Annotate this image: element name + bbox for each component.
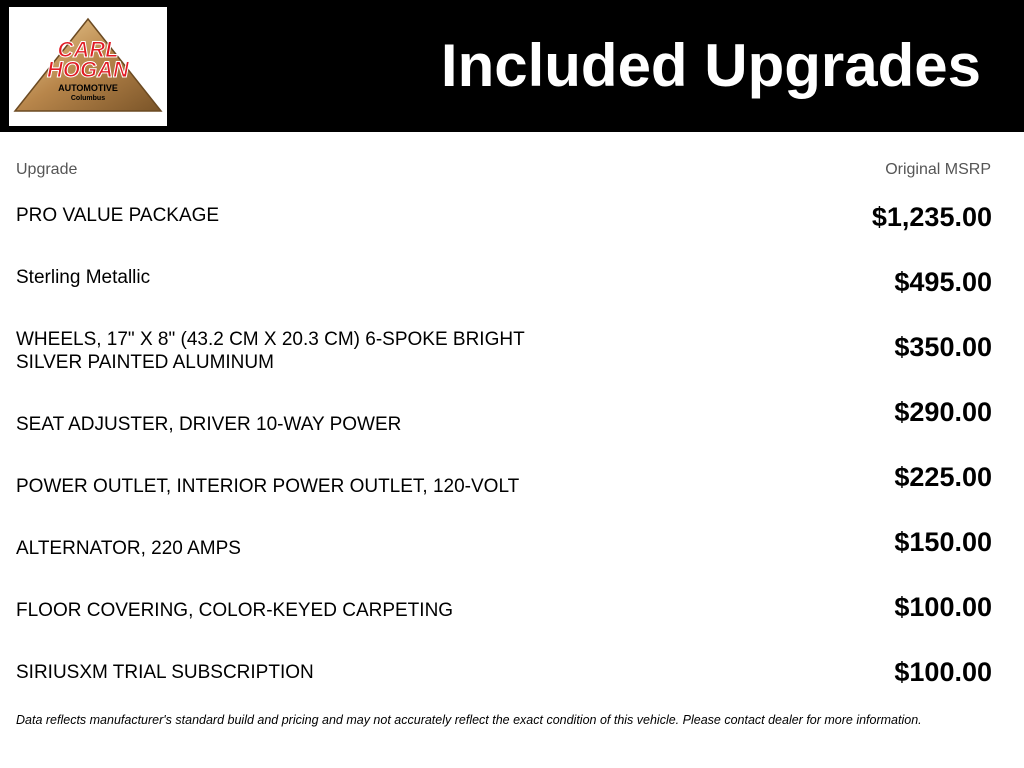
upgrade-name: POWER OUTLET, INTERIOR POWER OUTLET, 120-VOLT [16,476,520,497]
column-header-msrp: Original MSRP [885,161,991,178]
upgrade-name: Sterling Metallic [16,267,151,288]
upgrade-name: SEAT ADJUSTER, DRIVER 10-WAY POWER [16,414,402,435]
upgrade-price: $1,235.00 [871,202,992,232]
logo-line3: AUTOMOTIVE [58,83,118,93]
upgrade-name: ALTERNATOR, 220 AMPS [16,538,241,559]
logo-image [9,7,167,126]
column-header-upgrade: Upgrade [16,161,78,178]
upgrade-price: $350.00 [894,332,992,362]
logo-line1: CARL [57,37,119,62]
upgrade-price: $495.00 [894,267,992,297]
upgrade-price: $100.00 [894,657,992,687]
upgrade-name: FLOOR COVERING, COLOR-KEYED CARPETING [16,600,454,621]
logo-line2: HOGAN [47,57,129,82]
upgrade-name: PRO VALUE PACKAGE [16,205,220,226]
header-bar [0,0,1024,132]
page-title: Included Upgrades [440,32,981,99]
upgrade-price: $100.00 [894,592,992,622]
disclaimer-footnote: Data reflects manufacturer's standard build and pricing and may not accurately reflect the exact condition of this vehicle. Please contact dealer for more information. [16,713,922,727]
logo-line4: Columbus [70,95,106,102]
upgrade-price: $290.00 [894,397,992,427]
upgrade-name: SIRIUSXM TRIAL SUBSCRIPTION [16,662,314,683]
dealer-logo [9,7,167,126]
upgrade-price: $225.00 [894,462,992,492]
upgrade-name: WHEELS, 17" X 8" (43.2 CM X 20.3 CM) 6-SPOKE BRIGHT SILVER PAINTED ALUMINUM [16,329,525,373]
upgrade-price: $150.00 [894,527,992,557]
